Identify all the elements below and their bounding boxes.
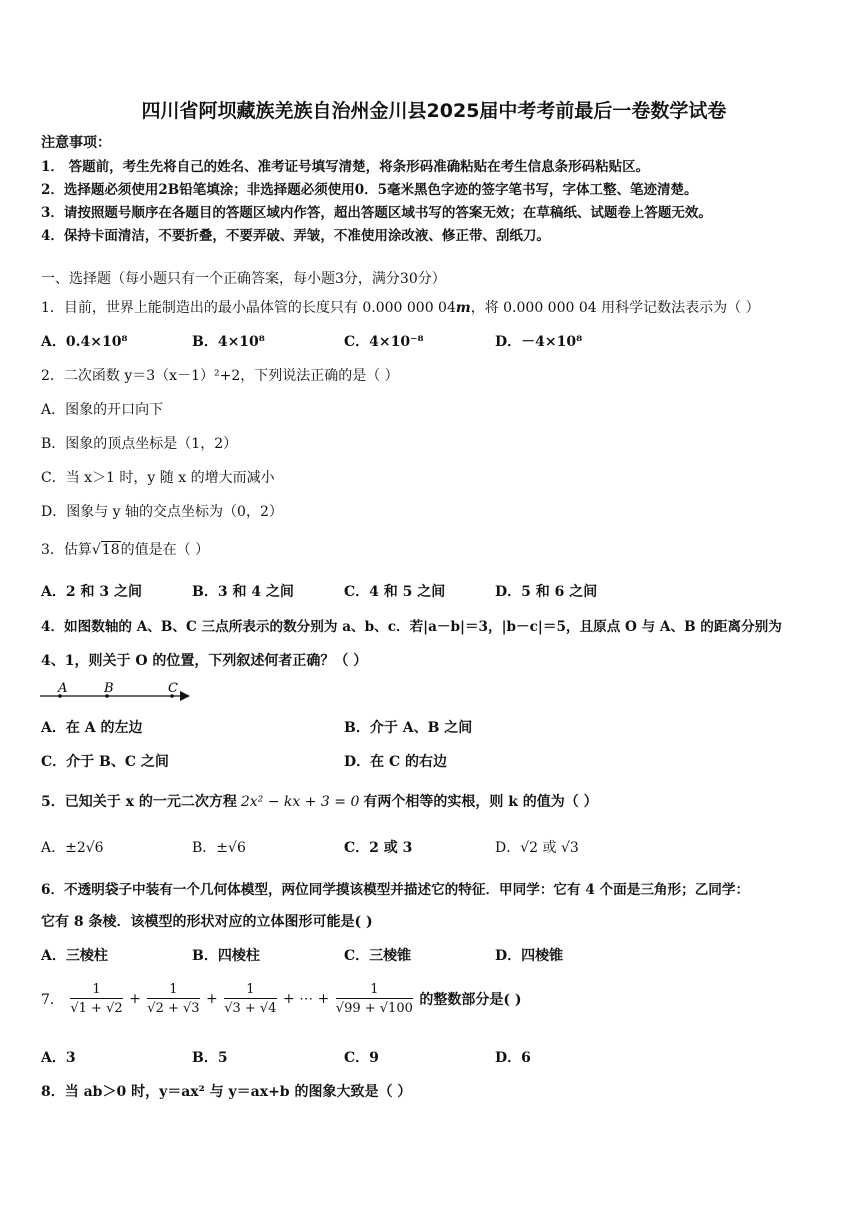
- question-7-number: 7．: [41, 992, 64, 1008]
- question-5-equation: 2x² − kx + 3 = 0: [240, 794, 360, 810]
- page-title: 四川省阿坝藏族羌族自治州金川县2025届中考考前最后一卷数学试卷: [141, 100, 727, 122]
- q7-option-c: C．9: [344, 1050, 379, 1066]
- fraction-3: [224, 982, 276, 1016]
- q6-option-a: A．三棱柱: [41, 948, 108, 964]
- q4-option-a: A．在 A 的左边: [41, 720, 143, 736]
- sqrt-18: √18: [91, 542, 120, 558]
- q1-option-b: B．4×10⁸: [192, 334, 265, 350]
- plus-sign: +: [206, 991, 218, 1007]
- note-item-1: 1． 答题前，考生先将自己的姓名、准考证号填写清楚，将条形码准确粘贴在考生信息条形码粘贴区。: [41, 159, 650, 175]
- question-6-line-2: 它有 8 条棱．该模型的形状对应的立体图形可能是( ): [41, 914, 373, 930]
- ellipsis-sum: + ⋯ +: [282, 991, 330, 1007]
- q6-option-c: C．三棱锥: [344, 948, 412, 964]
- question-3-stem-b: 的值是在（ ）: [120, 542, 210, 558]
- fraction-3-numerator: 1: [224, 982, 276, 999]
- label-a: A: [58, 681, 68, 696]
- q7-option-a: A．3: [41, 1050, 76, 1066]
- question-3-stem: [41, 539, 209, 559]
- q2-option-d: D．图象与 y 轴的交点坐标为（0，2）: [41, 504, 283, 520]
- question-2-stem: 2．二次函数 y＝3（x－1）²+2，下列说法正确的是（ ）: [41, 368, 399, 384]
- q6-option-b: B．四棱柱: [192, 948, 260, 964]
- q5-option-d: D．√2 或 √3: [495, 840, 579, 856]
- fraction-2-denominator: √2 + √3: [147, 1001, 200, 1016]
- q7-option-b: B．5: [192, 1050, 228, 1066]
- question-7-tail: 的整数部分是( ): [419, 992, 522, 1008]
- fraction-4-denominator: √99 + √100: [335, 1001, 413, 1016]
- question-1-stem-a: 1．目前，世界上能制造出的最小晶体管的长度只有 0.000 000 04: [41, 300, 456, 316]
- fraction-4: [336, 982, 413, 1016]
- q7-option-d: D．6: [495, 1050, 531, 1066]
- question-1-stem-b: ，将 0.000 000 04 用科学记数法表示为（ ）: [470, 300, 760, 316]
- question-7-stem: [41, 982, 521, 1016]
- question-1-stem: [41, 297, 760, 317]
- question-1-unit: m: [455, 300, 471, 316]
- number-line-arrow: [180, 691, 190, 701]
- q4-option-b: B．介于 A、B 之间: [344, 720, 473, 736]
- q4-option-c: C．介于 B、C 之间: [41, 754, 169, 770]
- q2-option-b: B．图象的顶点坐标是（1，2）: [41, 436, 238, 452]
- question-4-line-1: 4．如图数轴的 A、B、C 三点所表示的数分别为 a、b、c．若|a－b|＝3，|b－c|＝5，且原点 O 与 A、B 的距离分别为: [41, 619, 782, 635]
- section-heading: 一、选择题（每小题只有一个正确答案，每小题3分，满分30分）: [41, 271, 446, 287]
- q6-option-d: D．四棱锥: [495, 948, 564, 964]
- q3-option-c: C．4 和 5 之间: [344, 584, 446, 600]
- q5-option-a: A．±2√6: [41, 840, 104, 856]
- q1-option-d: D．－4×10⁸: [495, 334, 583, 350]
- fraction-2-numerator: 1: [147, 982, 199, 999]
- q4-option-d: D．在 C 的右边: [344, 754, 448, 770]
- fraction-1: [70, 982, 122, 1016]
- q3-option-b: B．3 和 4 之间: [192, 584, 294, 600]
- question-8-stem: 8．当 ab＞0 时，y＝ax² 与 y＝ax+b 的图象大致是（ ）: [41, 1084, 412, 1100]
- question-5-stem-a: 5．已知关于 x 的一元二次方程: [41, 794, 237, 810]
- fraction-2: [147, 982, 199, 1016]
- q5-option-c: C．2 或 3: [344, 840, 413, 856]
- label-b: B: [104, 681, 114, 696]
- notes-heading: 注意事项：: [41, 135, 111, 151]
- q1-option-a: A．0.4×10⁸: [41, 334, 128, 350]
- question-4-line-2: 4、1，则关于 O 的位置，下列叙述何者正确？（ ）: [41, 653, 368, 669]
- q1-option-c: C．4×10⁻⁸: [344, 334, 424, 350]
- note-item-2: 2．选择题必须使用2B铅笔填涂；非选择题必须使用0．5毫米黑色字迹的签字笔书写，字体工整、笔迹清楚。: [41, 182, 698, 198]
- question-5-stem: [41, 791, 598, 811]
- q2-option-a: A．图象的开口向下: [41, 402, 164, 418]
- note-item-4: 4．保持卡面清洁，不要折叠，不要弄破、弄皱，不准使用涂改液、修正带、刮纸刀。: [41, 228, 550, 244]
- q5-option-b: B．±√6: [192, 840, 246, 856]
- note-item-3: 3．请按照题号顺序在各题目的答题区域内作答，超出答题区域书写的答案无效；在草稿纸、试题卷上答题无效。: [41, 205, 712, 221]
- q3-option-d: D．5 和 6 之间: [495, 584, 598, 600]
- label-c: C: [168, 681, 178, 696]
- q3-option-a: A．2 和 3 之间: [41, 584, 142, 600]
- fraction-4-numerator: 1: [336, 982, 413, 999]
- question-6-line-1: 6．不透明袋子中装有一个几何体模型，两位同学摸该模型并描述它的特征．甲同学：它有 4 个面是三角形；乙同学：: [41, 882, 750, 898]
- sqrt-18-radicand: 18: [101, 542, 120, 558]
- question-5-stem-b: 有两个相等的实根，则 k 的值为（ ）: [363, 794, 598, 810]
- q2-option-c: C．当 x＞1 时，y 随 x 的增大而减小: [41, 470, 275, 486]
- fraction-1-denominator: √1 + √2: [70, 1001, 123, 1016]
- fraction-3-denominator: √3 + √4: [224, 1001, 277, 1016]
- plus-sign: +: [129, 991, 141, 1007]
- question-3-stem-a: 3．估算: [41, 542, 92, 558]
- number-line-figure: [38, 678, 198, 704]
- fraction-1-numerator: 1: [70, 982, 122, 999]
